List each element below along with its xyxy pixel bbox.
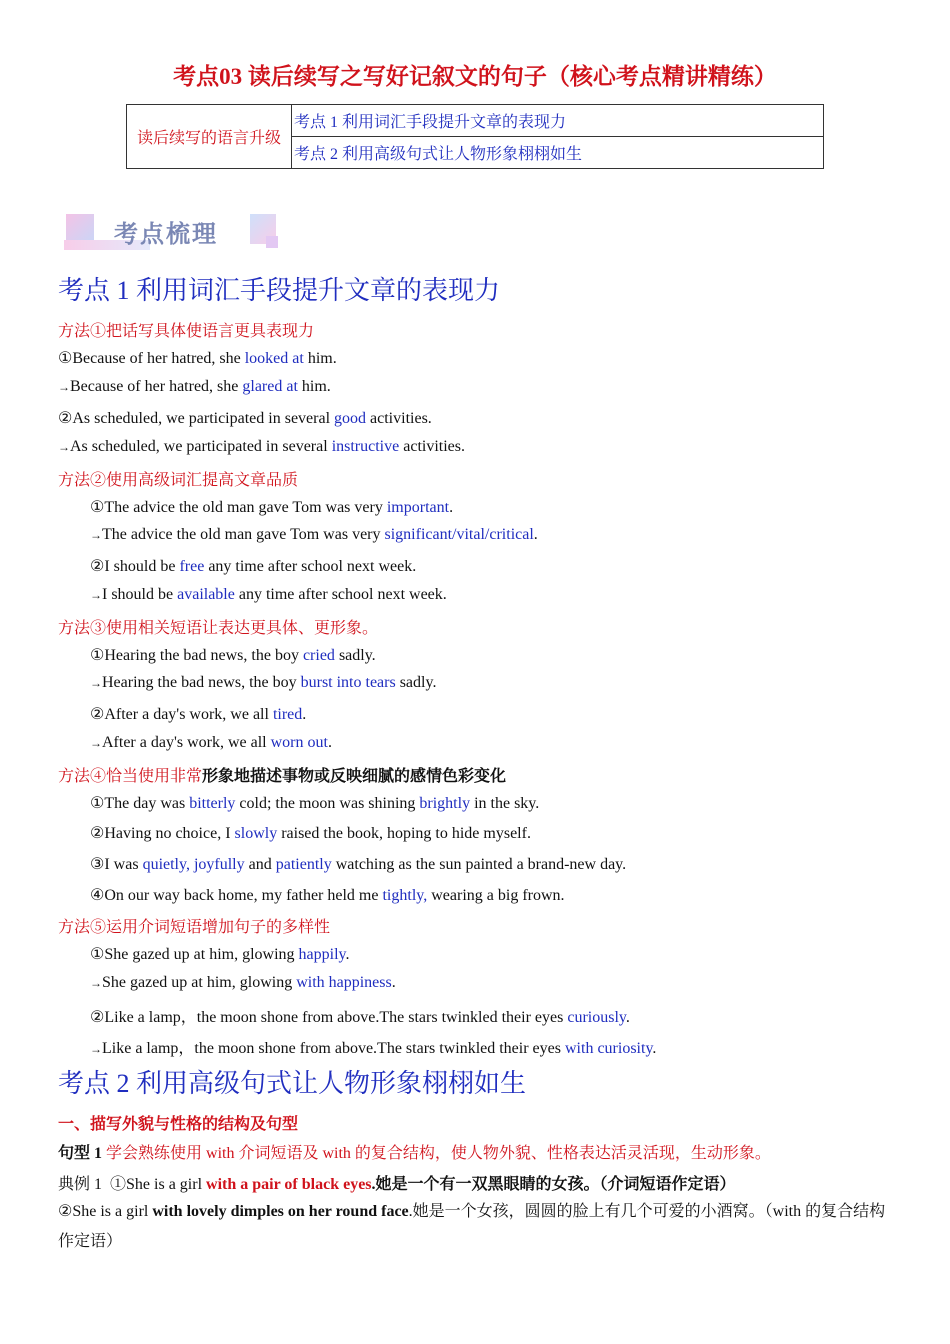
method3-label: 方法③使用相关短语让表达更具体、更形象。: [58, 620, 379, 637]
method1-example-1: ①Because of her hatred, she looked at him.: [58, 350, 337, 367]
method3-example-2: →Hearing the bad news, the boy burst into tears sadly.: [90, 674, 437, 691]
method1-example-4: →As scheduled, we participated in several instructive activities.: [58, 438, 465, 455]
method5-example-1: ①She gazed up at him, glowing happily.: [90, 946, 350, 963]
section2-subheading: 一、描写外貌与性格的结构及句型: [58, 1116, 299, 1133]
method4-example-3: ③I was quietly, joyfully and patiently watching as the sun painted a brand-new day.: [90, 856, 627, 873]
section-banner: [64, 210, 284, 258]
outline-item-1: 考点 1 利用词汇手段提升文章的表现力: [292, 105, 824, 137]
method3-example-1: ①Hearing the bad news, the boy cried sadly.: [90, 647, 376, 664]
example-2: ②She is a girl with lovely dimples on her round face.她是一个女孩，圆圆的脸上有几个可爱的小酒窝。（with 的复合结构作定语）: [58, 1203, 886, 1250]
method4-label: 方法④恰当使用非常形象地描述事物或反映细腻的感情色彩变化: [58, 768, 507, 785]
method4-example-4: ④On our way back home, my father held me tightly, wearing a big frown.: [90, 887, 565, 904]
section1-heading: 考点 1 利用词汇手段提升文章的表现力: [58, 276, 501, 305]
method5-example-2: →She gazed up at him, glowing with happiness.: [90, 974, 396, 991]
method2-label: 方法②使用高级词汇提高文章品质: [58, 472, 299, 489]
method2-example-2: →The advice the old man gave Tom was very significant/vital/critical.: [90, 526, 538, 543]
outline-item-2: 考点 2 利用高级句式让人物形象栩栩如生: [292, 137, 824, 169]
method1-example-2: →Because of her hatred, she glared at him.: [58, 378, 331, 395]
outline-table: [126, 104, 824, 169]
method4-example-2: ②Having no choice, I slowly raised the book, hoping to hide myself.: [90, 825, 531, 842]
method2-example-3: ②I should be free any time after school next week.: [90, 558, 417, 575]
section2-heading: 考点 2 利用高级句式让人物形象栩栩如生: [58, 1069, 527, 1098]
document-title: 考点03 读后续写之写好记叙文的句子（核心考点精讲精练）: [173, 64, 777, 89]
method2-example-4: →I should be available any time after school next week.: [90, 586, 447, 603]
banner-decoration-right-dot: [266, 236, 278, 248]
outline-topic: 读后续写的语言升级: [127, 105, 292, 169]
example-1: 典例 1 ①She is a girl with a pair of black eyes.她是一个有一双黑眼睛的女孩。（介词短语作定语）: [58, 1176, 736, 1193]
method1-label: 方法①把话写具体使语言更具表现力: [58, 323, 315, 340]
method4-example-1: ①The day was bitterly cold; the moon was shining brightly in the sky.: [90, 795, 540, 812]
banner-text: 考点梳理: [114, 220, 218, 248]
method2-example-1: ①The advice the old man gave Tom was very important.: [90, 499, 454, 516]
method5-label: 方法⑤运用介词短语增加句子的多样性: [58, 919, 331, 936]
method5-example-4: →Like a lamp，the moon shone from above.The stars twinkled their eyes with curiosity.: [90, 1040, 657, 1057]
method3-example-4: →After a day's work, we all worn out.: [90, 734, 332, 751]
method3-example-3: ②After a day's work, we all tired.: [90, 706, 307, 723]
pattern-1: 句型 1 学会熟练使用 with 介词短语及 with 的复合结构，使人物外貌、性格表达活灵活现，生动形象。: [58, 1145, 771, 1162]
method1-example-3: ②As scheduled, we participated in several good activities.: [58, 410, 432, 427]
method5-example-3: ②Like a lamp，the moon shone from above.The stars twinkled their eyes curiously.: [90, 1009, 630, 1026]
